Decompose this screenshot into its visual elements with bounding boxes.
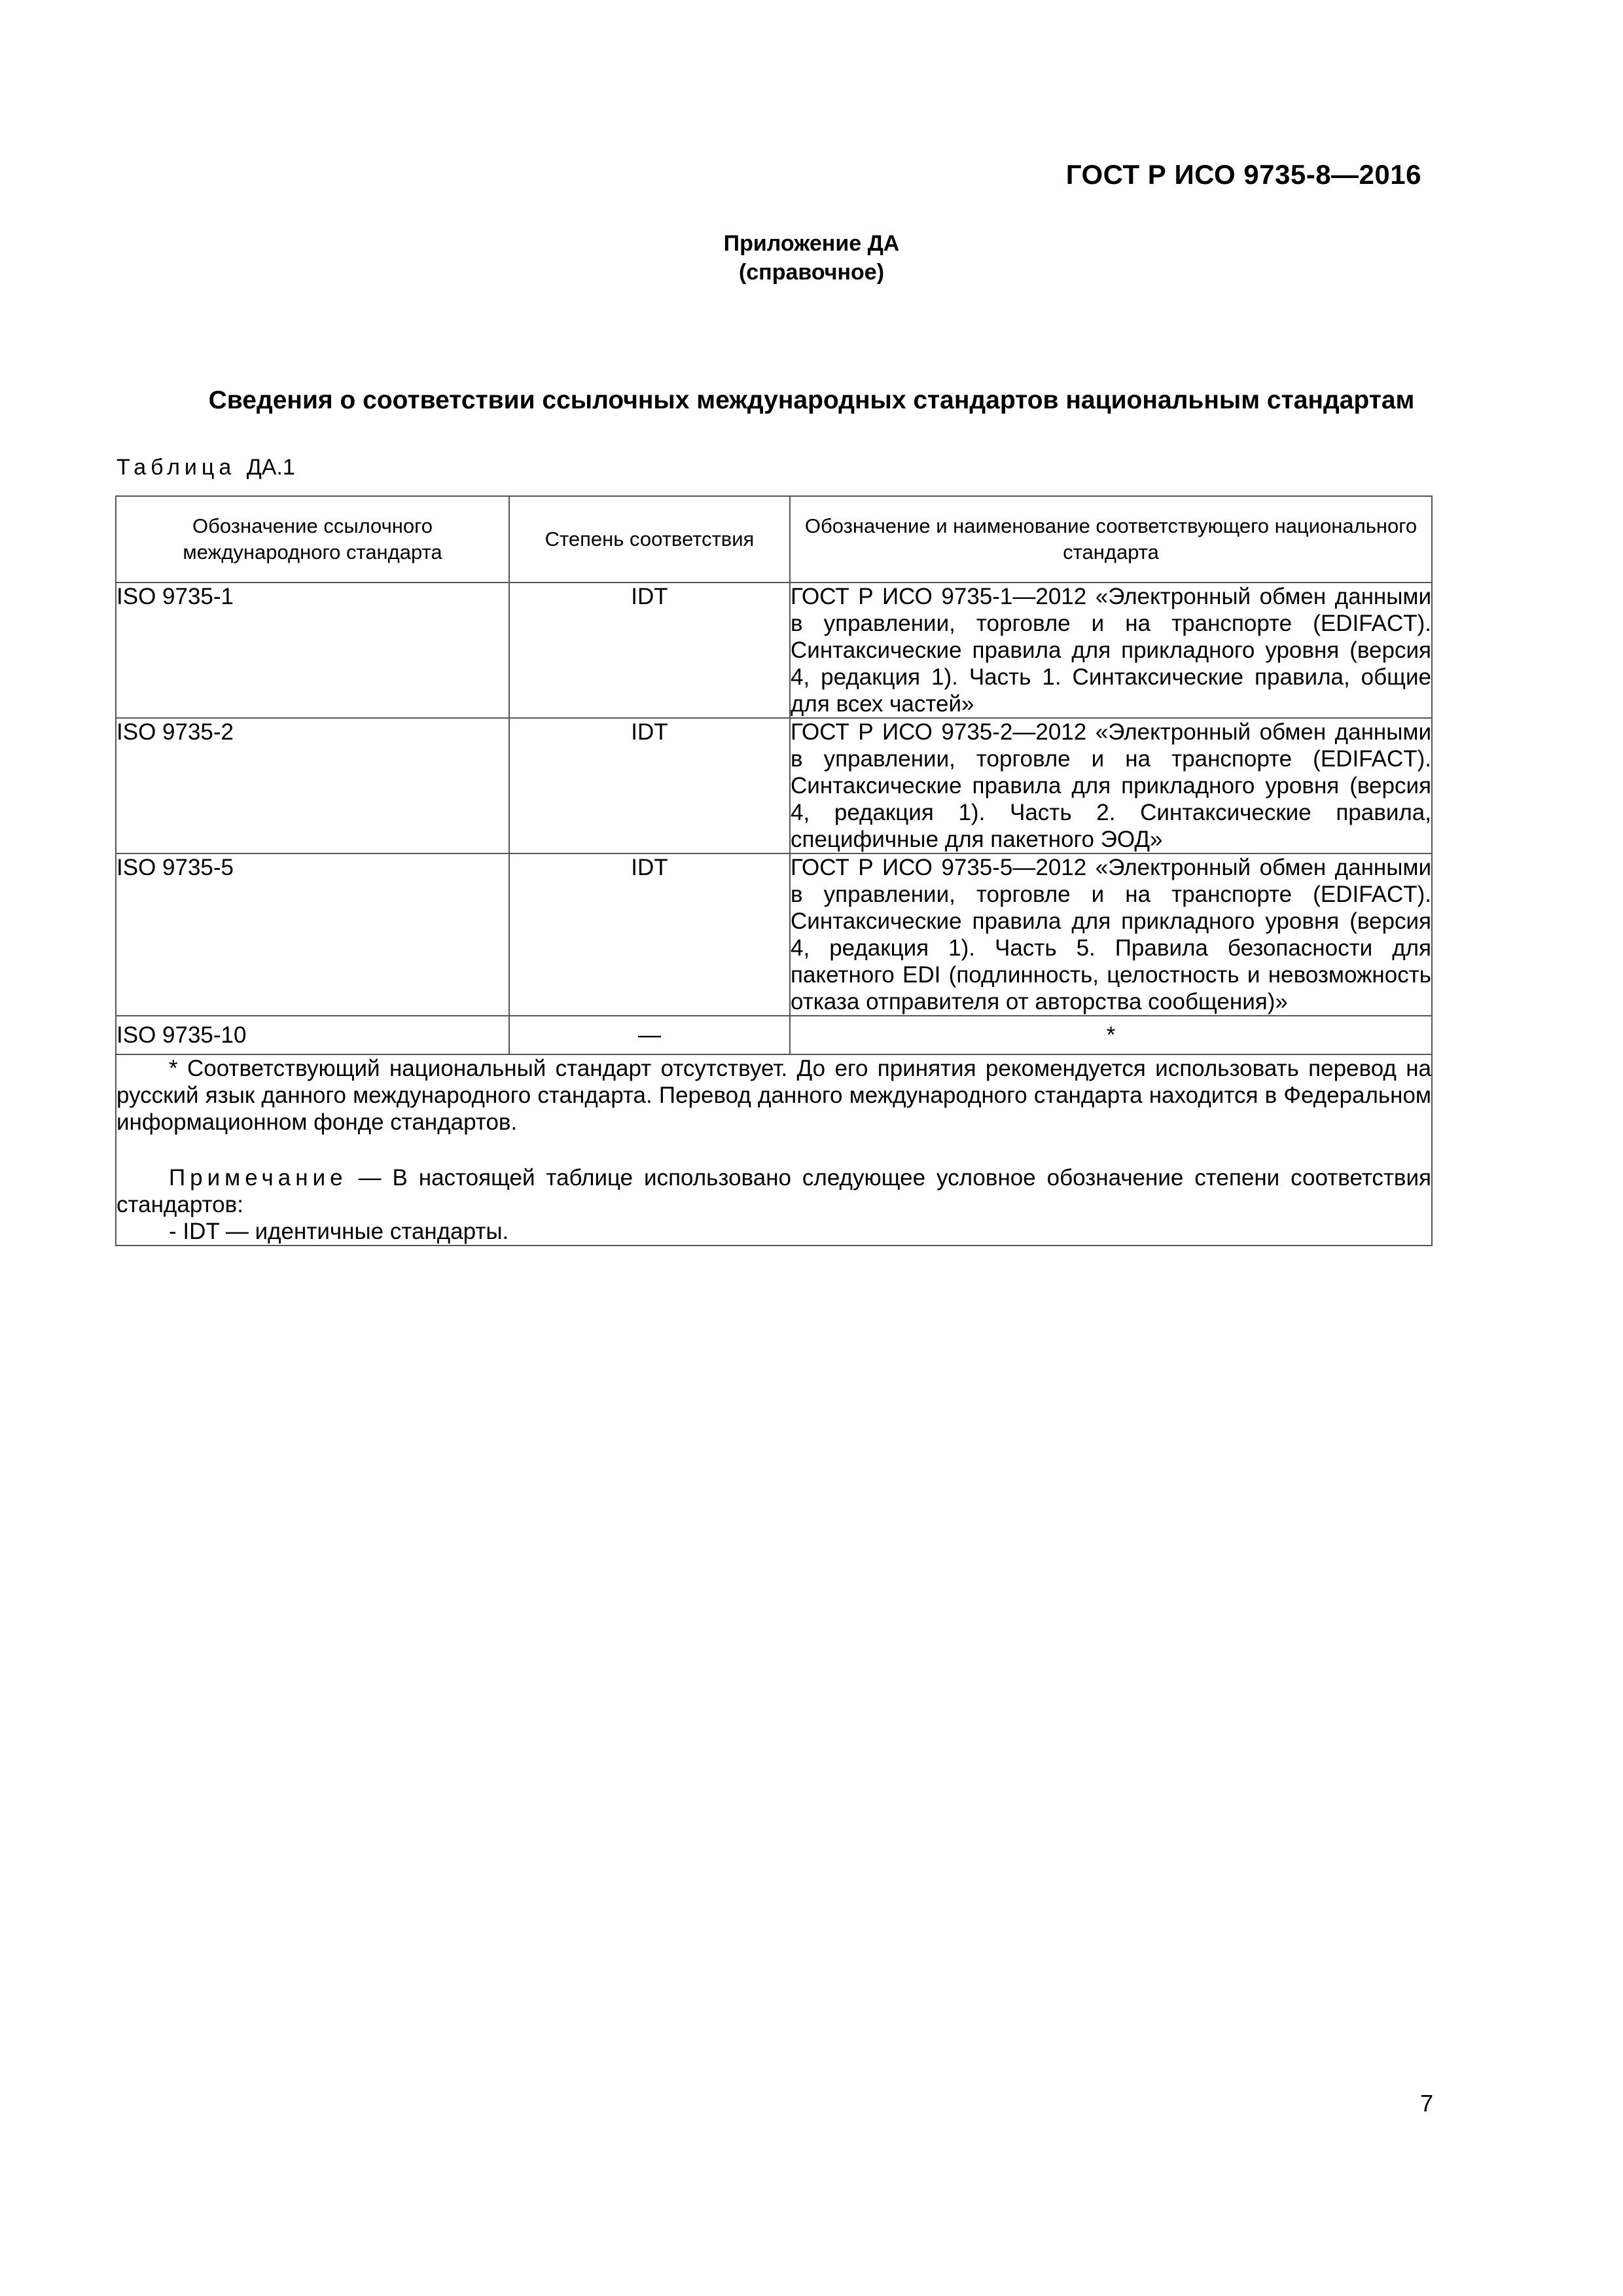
table-footer bbox=[116, 1054, 1432, 1246]
table-row bbox=[116, 583, 1432, 718]
table-row bbox=[116, 853, 1432, 1016]
cell-degree: IDT bbox=[509, 583, 790, 718]
cell-degree: — bbox=[509, 1016, 790, 1054]
note-text: — В настоящей таблице использовано следующее условное обозначение степени соответствия стандартов: bbox=[116, 1165, 1431, 1217]
cell-national-standard: ГОСТ Р ИСО 9735-2—2012 «Электронный обмен данными в управлении, торговле и на транспорте (EDIFACT). Синтаксические правила для прикладного уровня (версия 4, редакция 1). Часть 2. Синтаксические правила, специфичные для пакетного ЭОД» bbox=[791, 719, 1431, 852]
header-international-standard: Обозначение ссылочного международного стандарта bbox=[116, 496, 509, 583]
note-label: Примечание bbox=[169, 1165, 348, 1191]
table-caption-number: ДА.1 bbox=[246, 455, 295, 480]
cell-national-standard: ГОСТ Р ИСО 9735-1—2012 «Электронный обмен данными в управлении, торговле и на транспорте (EDIFACT). Синтаксические правила для прикладного уровня (версия 4, редакция 1). Часть 1. Синтаксические правила, общие для всех частей» bbox=[791, 584, 1431, 717]
cell-international-standard: ISO 9735-1 bbox=[116, 583, 509, 718]
cell-national-standard: ГОСТ Р ИСО 9735-5—2012 «Электронный обмен данными в управлении, торговле и на транспорте (EDIFACT). Синтаксические правила для прикладного уровня (версия 4, редакция 1). Часть 5. Правила безопасности для пакетного EDI (подлинность, целостность и невозможность отказа отправителя от авторства сообщения)» bbox=[791, 855, 1431, 1014]
cell-degree: IDT bbox=[509, 853, 790, 1016]
cell-international-standard: ISO 9735-5 bbox=[116, 853, 509, 1016]
table-row bbox=[116, 718, 1432, 853]
table-footnote: * Соответствующий национальный стандарт отсутствует. До его принятия рекомендуется использовать перевод на русский язык данного международного стандарта. Перевод данного международного стандарта находится в Федеральном информационном фонде стандартов. bbox=[116, 1056, 1431, 1135]
cell-national-standard: * bbox=[790, 1016, 1432, 1054]
cell-international-standard: ISO 9735-2 bbox=[116, 718, 509, 853]
annex-title: Приложение ДА bbox=[723, 231, 900, 256]
header-degree-of-correspondence: Степень соответствия bbox=[509, 496, 790, 583]
section-title: Сведения о соответствии ссылочных международных стандартов национальным стандартам bbox=[208, 386, 1415, 414]
table-header-row bbox=[116, 496, 1432, 583]
cell-international-standard: ISO 9735-10 bbox=[116, 1016, 509, 1054]
table-row bbox=[116, 1016, 1432, 1054]
header-national-standard: Обозначение и наименование соответствующего национального стандарта bbox=[790, 496, 1432, 583]
correspondence-table bbox=[115, 495, 1433, 1246]
table-caption-label: Таблица bbox=[116, 455, 236, 480]
note-item: - IDT — идентичные стандарты. bbox=[169, 1219, 509, 1244]
page-number: 7 bbox=[1419, 2090, 1433, 2117]
cell-degree: IDT bbox=[509, 718, 790, 853]
table-caption bbox=[116, 455, 295, 480]
table-note bbox=[116, 1164, 1431, 1218]
document-code: ГОСТ Р ИСО 9735-8—2016 bbox=[1065, 159, 1421, 190]
table-footer-row bbox=[116, 1054, 1432, 1246]
annex-subtitle: (справочное) bbox=[738, 260, 885, 285]
